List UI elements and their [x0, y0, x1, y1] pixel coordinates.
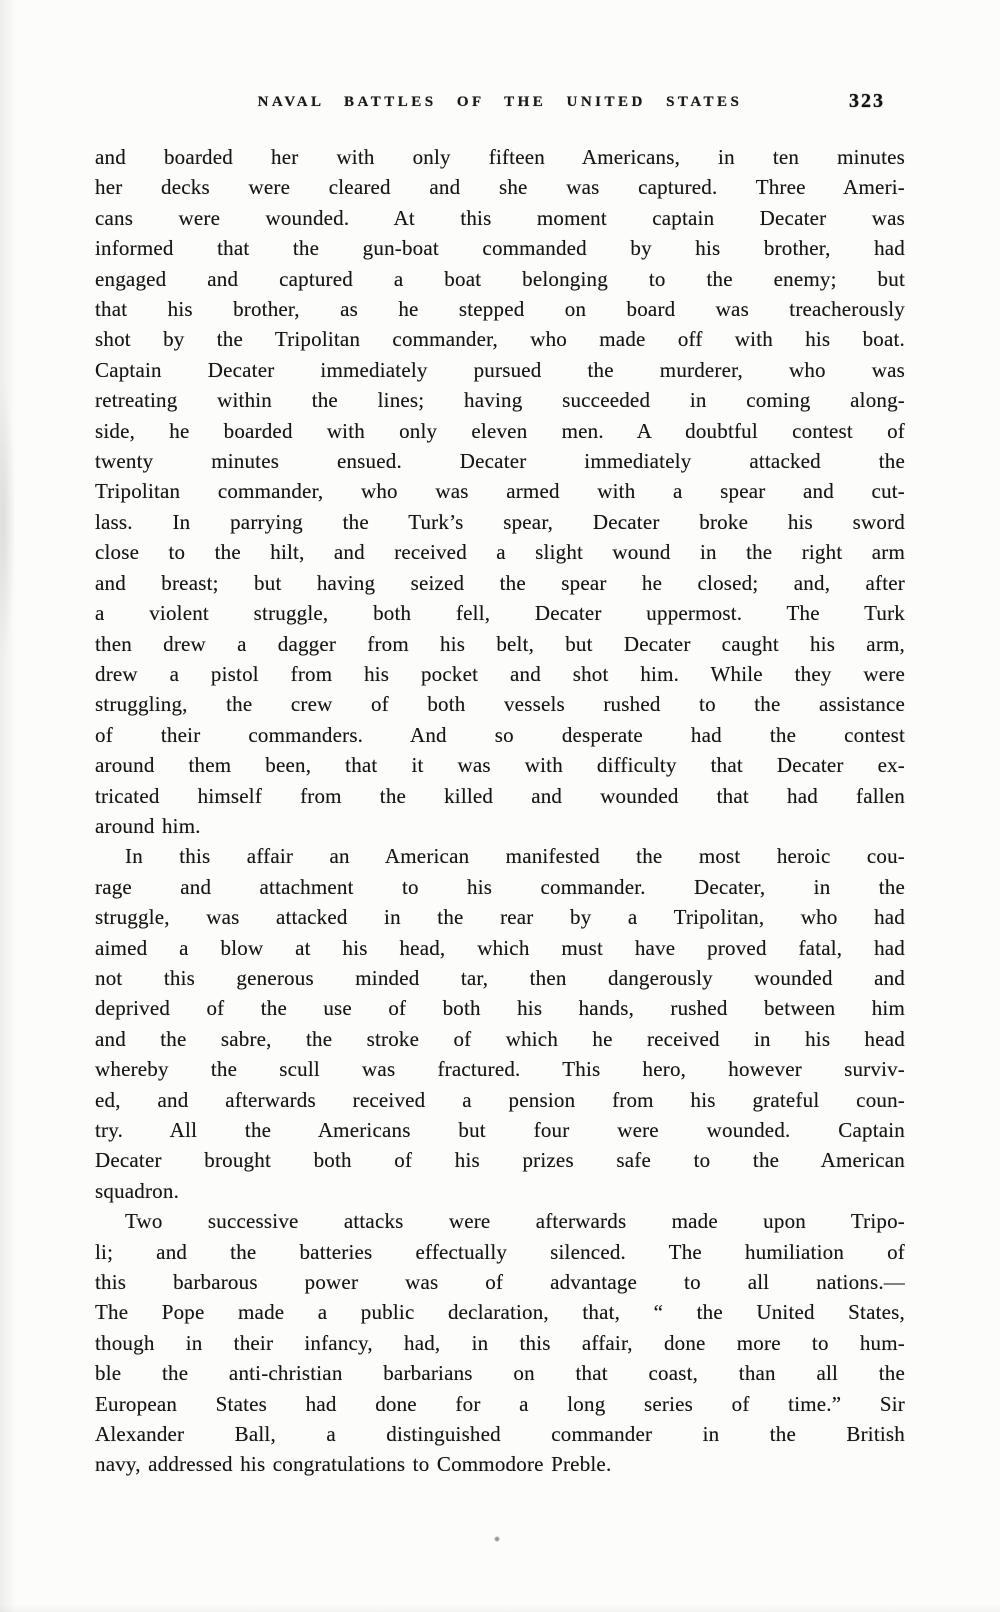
text-line: deprived of the use of both his hands, rushed between him [95, 996, 905, 1021]
text-line: aimed a blow at his head, which must have proved fatal, had [95, 935, 905, 960]
text-line: engaged and captured a boat belonging to the enemy; but [95, 266, 905, 291]
text-line: navy, addressed his congratulations to Commodore Preble. [95, 1452, 612, 1477]
text-line: though in their infancy, had, in this affair, done more to hum- [95, 1330, 905, 1355]
paragraph [95, 1206, 905, 1480]
text-line: tricated himself from the killed and wounded that had fallen [95, 783, 905, 808]
text-line: then drew a dagger from his belt, but Decater caught his arm, [95, 631, 905, 656]
text-line: squadron. [95, 1178, 180, 1203]
text-line: struggling, the crew of both vessels rushed to the assistance [95, 692, 905, 717]
page-body [95, 142, 905, 1480]
text-line: a violent struggle, both fell, Decater uppermost. The Turk [95, 601, 905, 626]
text-line: close to the hilt, and received a slight wound in the right arm [95, 540, 905, 565]
text-line: European States had done for a long series of time.” Sir [95, 1391, 905, 1416]
text-line: ble the anti-christian barbarians on that coast, than all the [95, 1361, 905, 1386]
text-line: try. All the Americans but four were wounded. Captain [95, 1118, 905, 1142]
text-line: lass. In parrying the Turk’s spear, Decater broke his sword [95, 509, 905, 534]
text-line: shot by the Tripolitan commander, who made off with his boat. [95, 327, 905, 352]
text-line: li; and the batteries effectually silenced. The humiliation of [95, 1239, 905, 1264]
text-line: twenty minutes ensued. Decater immediately attacked the [95, 449, 905, 474]
text-line: whereby the scull was fractured. This hero, however surviv- [95, 1057, 905, 1082]
text-line: and breast; but having seized the spear he closed; and, after [95, 570, 905, 595]
text-line: informed that the gun-boat commanded by his brother, had [95, 236, 905, 261]
paragraph [95, 841, 905, 1206]
text-line: that his brother, as he stepped on board was treacherously [95, 297, 905, 322]
text-line: The Pope made a public declaration, that, “ the United States, [95, 1300, 905, 1325]
text-line: retreating within the lines; having succeeded in coming along- [95, 388, 905, 413]
text-line: Alexander Ball, a distinguished commander in the British [95, 1422, 905, 1447]
text-line: struggle, was attacked in the rear by a Tripolitan, who had [95, 905, 905, 930]
text-line: ed, and afterwards received a pension from his grateful coun- [95, 1087, 905, 1112]
text-line: rage and attachment to his commander. Decater, in the [95, 874, 905, 899]
paragraph [95, 142, 905, 841]
text-line: of their commanders. And so desperate had the contest [95, 722, 905, 747]
text-line: not this generous minded tar, then dangerously wounded and [95, 965, 905, 990]
text-line: In this affair an American manifested the most heroic cou- [125, 844, 905, 869]
text-line: drew a pistol from his pocket and shot him. While they were [95, 661, 905, 686]
text-line: cans were wounded. At this moment captain Decater was [95, 205, 905, 230]
text-line: and boarded her with only fifteen Americans, in ten minutes [95, 145, 905, 169]
text-line: Captain Decater immediately pursued the murderer, who was [95, 357, 905, 382]
running-head-title: NAVAL BATTLES OF THE UNITED STATES [257, 94, 743, 110]
text-line: Two successive attacks were afterwards made upon Tripo- [125, 1209, 905, 1234]
text-line: Decater brought both of his prizes safe to the American [95, 1148, 905, 1173]
text-line: side, he boarded with only eleven men. A doubtful contest of [95, 418, 905, 443]
text-line: Tripolitan commander, who was armed with a spear and cut- [95, 479, 905, 504]
text-line: around him. [95, 813, 201, 838]
text-line: and the sabre, the stroke of which he received in his head [95, 1026, 905, 1051]
text-line: this barbarous power was of advantage to all nations.— [95, 1270, 905, 1295]
page-number: 323 [849, 90, 885, 112]
page-header [95, 90, 905, 116]
text-line: her decks were cleared and she was captured. Three Ameri- [95, 175, 905, 200]
text-line: around them been, that it was with difficulty that Decater ex- [95, 753, 905, 778]
